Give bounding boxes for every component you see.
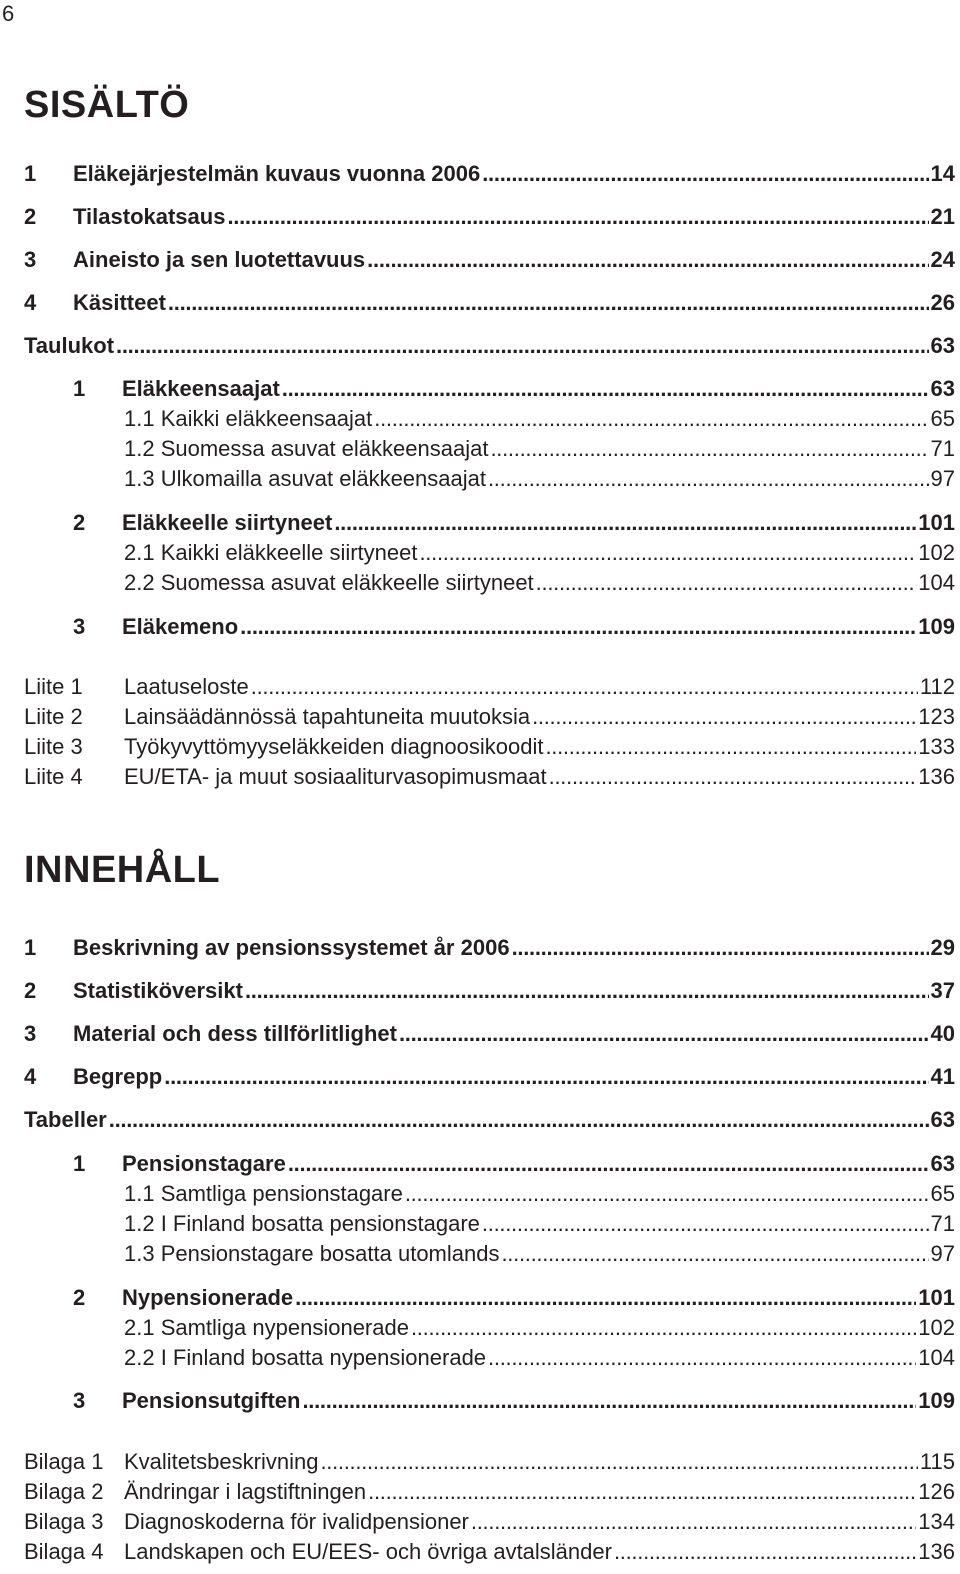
entry-number: Liite 4 (24, 764, 83, 789)
entry-page: 134 (918, 1509, 955, 1534)
dot-leader (240, 613, 916, 641)
entry-page: 97 (930, 466, 955, 491)
entry-page: 65 (930, 406, 955, 431)
toc-entry-appendix[interactable] (24, 1478, 955, 1506)
toc-entry-appendix[interactable] (24, 673, 955, 701)
entry-number: Liite 1 (24, 674, 83, 699)
entry-page: 40 (930, 1021, 955, 1046)
toc-entry[interactable] (24, 934, 955, 962)
dot-leader (512, 934, 929, 962)
entry-page: 37 (930, 978, 955, 1003)
toc-entry[interactable] (24, 1063, 955, 1091)
dot-leader (367, 246, 928, 274)
toc-entry[interactable] (24, 569, 955, 597)
dot-leader (488, 1344, 916, 1372)
entry-number: Liite 3 (24, 734, 83, 759)
dot-leader (320, 1448, 917, 1476)
entry-label: 1.3 Pensionstagare bosatta utomlands (124, 1241, 500, 1266)
toc-heading-sv: INNEHÅLL (24, 849, 221, 891)
dot-leader (614, 1538, 916, 1566)
toc-entry[interactable] (24, 613, 955, 641)
entry-label: Lainsäädännössä tapahtuneita muutoksia (124, 704, 531, 729)
toc-entry[interactable] (24, 1284, 955, 1312)
entry-number: 3 (24, 247, 37, 272)
entry-number: 2 (73, 510, 86, 535)
dot-leader (405, 1180, 929, 1208)
entry-label: 1.2 I Finland bosatta pensionstagare (124, 1211, 480, 1236)
entry-label: Nypensionerade (122, 1285, 294, 1310)
toc-entry[interactable] (24, 539, 955, 567)
dot-leader (164, 1063, 928, 1091)
entry-page: 109 (918, 1388, 955, 1413)
entry-label: Eläkemeno (122, 614, 239, 639)
toc-entry[interactable] (24, 435, 955, 463)
entry-label: Eläkkeensaajat (122, 376, 280, 401)
toc-entry-appendix[interactable] (24, 1538, 955, 1566)
entry-page: 14 (930, 161, 955, 186)
entry-number: 4 (24, 290, 37, 315)
toc-entry[interactable] (24, 1210, 955, 1238)
entry-page: 63 (930, 333, 955, 358)
toc-entry-appendix[interactable] (24, 1508, 955, 1536)
dot-leader (251, 673, 918, 701)
dot-leader (116, 332, 928, 360)
entry-label: Pensionstagare (122, 1151, 286, 1176)
entry-page: 109 (918, 614, 955, 639)
entry-page: 26 (930, 290, 955, 315)
entry-label: Käsitteet (73, 290, 166, 315)
entry-number: 1 (24, 935, 37, 960)
entry-label: 1.1 Kaikki eläkkeensaajat (124, 406, 373, 431)
dot-leader (282, 375, 929, 403)
entry-number: 2 (24, 978, 37, 1003)
dot-leader (501, 1240, 928, 1268)
entry-label: Diagnoskoderna för ivalidpensioner (124, 1509, 469, 1534)
dot-leader (288, 1150, 929, 1178)
entry-label: 2.2 I Finland bosatta nypensionerade (124, 1345, 487, 1370)
entry-number: 3 (73, 1388, 86, 1413)
entry-label: Laatuseloste (124, 674, 249, 699)
entry-label: 2.1 Kaikki eläkkeelle siirtyneet (124, 540, 418, 565)
entry-page: 115 (919, 1449, 955, 1474)
dot-leader (227, 203, 928, 231)
toc-entry-appendix[interactable] (24, 1448, 955, 1476)
toc-entry[interactable] (24, 509, 955, 537)
dot-leader (545, 733, 916, 761)
entry-label: Työkyvyttömyyseläkkeiden diagnoosikoodit (124, 734, 544, 759)
dot-leader (536, 569, 917, 597)
toc-entry-tables[interactable] (24, 1106, 955, 1134)
page-number: 6 (2, 1, 15, 26)
toc-entry[interactable] (24, 1020, 955, 1048)
entry-number: Bilaga 4 (24, 1539, 104, 1564)
entry-label: EU/ETA- ja muut sosiaaliturvasopimusmaat (124, 764, 547, 789)
entry-label: Begrepp (73, 1064, 163, 1089)
entry-page: 126 (918, 1479, 955, 1504)
entry-page: 63 (930, 1151, 955, 1176)
entry-page: 102 (918, 1315, 955, 1340)
entry-page: 136 (918, 764, 955, 789)
toc-entry[interactable] (24, 289, 955, 317)
entry-label: Tilastokatsaus (73, 204, 226, 229)
entry-label: 2.1 Samtliga nypensionerade (124, 1315, 409, 1340)
entry-number: Liite 2 (24, 704, 83, 729)
dot-leader (482, 1210, 929, 1238)
entry-label: Material och dess tillförlitlighet (73, 1021, 397, 1046)
entry-page: 71 (930, 1211, 955, 1236)
dot-leader (532, 703, 916, 731)
toc-entry[interactable] (24, 1180, 955, 1208)
entry-label: Ändringar i lagstiftningen (124, 1479, 367, 1504)
dot-leader (471, 1508, 916, 1536)
entry-label: Kvalitetsbeskrivning (124, 1449, 319, 1474)
dot-leader (399, 1020, 929, 1048)
entry-page: 112 (919, 674, 955, 699)
entry-label: Pensionsutgiften (122, 1388, 301, 1413)
dot-leader (488, 465, 929, 493)
entry-page: 65 (930, 1181, 955, 1206)
toc-entry[interactable] (24, 1387, 955, 1415)
entry-label: Tabeller (24, 1107, 107, 1132)
entry-page: 123 (918, 704, 955, 729)
dot-leader (109, 1106, 929, 1134)
entry-page: 136 (918, 1539, 955, 1564)
toc-entry[interactable] (24, 1150, 955, 1178)
dot-leader (374, 405, 928, 433)
dot-leader (549, 763, 917, 791)
entry-number: 3 (73, 614, 86, 639)
toc-entry[interactable] (24, 375, 955, 403)
dot-leader (302, 1387, 916, 1415)
toc-entry-tables[interactable] (24, 332, 955, 360)
entry-number: 3 (24, 1021, 37, 1046)
entry-page: 104 (918, 570, 955, 595)
entry-label: 1.1 Samtliga pensionstagare (124, 1181, 403, 1206)
entry-page: 133 (918, 734, 955, 759)
entry-page: 71 (930, 436, 955, 461)
entry-label: Statistiköversikt (73, 978, 243, 1003)
dot-leader (334, 509, 916, 537)
entry-label: 1.3 Ulkomailla asuvat eläkkeensaajat (124, 466, 486, 491)
entry-label: Beskrivning av pensionssystemet år 2006 (73, 935, 510, 960)
entry-number: Bilaga 1 (24, 1449, 104, 1474)
entry-label: Landskapen och EU/EES- och övriga avtalsländer (124, 1539, 612, 1564)
entry-number: Bilaga 2 (24, 1479, 104, 1504)
entry-label: Eläkkeelle siirtyneet (122, 510, 333, 535)
entry-label: Aineisto ja sen luotettavuus (73, 247, 366, 272)
entry-page: 97 (930, 1241, 955, 1266)
entry-page: 41 (930, 1064, 955, 1089)
toc-entry-appendix[interactable] (24, 733, 955, 761)
entry-number: Bilaga 3 (24, 1509, 104, 1534)
entry-label: Eläkejärjestelmän kuvaus vuonna 2006 (73, 161, 481, 186)
entry-page: 101 (918, 1285, 955, 1310)
toc-entry[interactable] (24, 160, 955, 188)
toc-entry[interactable] (24, 1344, 955, 1372)
entry-label: 1.2 Suomessa asuvat eläkkeensaajat (124, 436, 489, 461)
entry-label: Taulukot (24, 333, 115, 358)
entry-label: 2.2 Suomessa asuvat eläkkeelle siirtyneet (124, 570, 534, 595)
entry-number: 1 (73, 1151, 86, 1176)
toc-entry[interactable] (24, 203, 955, 231)
toc-entry[interactable] (24, 465, 955, 493)
toc-entry[interactable] (24, 977, 955, 1005)
entry-page: 104 (918, 1345, 955, 1370)
entry-page: 63 (930, 1107, 955, 1132)
entry-page: 24 (930, 247, 955, 272)
dot-leader (419, 539, 916, 567)
entry-page: 29 (930, 935, 955, 960)
toc-heading-fi: SISÄLTÖ (24, 84, 190, 126)
entry-page: 101 (918, 510, 955, 535)
toc-entry-appendix[interactable] (24, 763, 955, 791)
dot-leader (368, 1478, 916, 1506)
entry-page: 21 (930, 204, 955, 229)
entry-page: 63 (930, 376, 955, 401)
dot-leader (168, 289, 929, 317)
entry-number: 1 (73, 376, 86, 401)
dot-leader (295, 1284, 916, 1312)
dot-leader (245, 977, 929, 1005)
entry-number: 1 (24, 161, 37, 186)
entry-number: 4 (24, 1064, 37, 1089)
toc-entry[interactable] (24, 1240, 955, 1268)
dot-leader (482, 160, 928, 188)
toc-entry[interactable] (24, 405, 955, 433)
toc-entry[interactable] (24, 1314, 955, 1342)
dot-leader (490, 435, 928, 463)
toc-entry[interactable] (24, 246, 955, 274)
entry-number: 2 (24, 204, 37, 229)
entry-page: 102 (918, 540, 955, 565)
entry-number: 2 (73, 1285, 86, 1310)
dot-leader (411, 1314, 916, 1342)
toc-entry-appendix[interactable] (24, 703, 955, 731)
